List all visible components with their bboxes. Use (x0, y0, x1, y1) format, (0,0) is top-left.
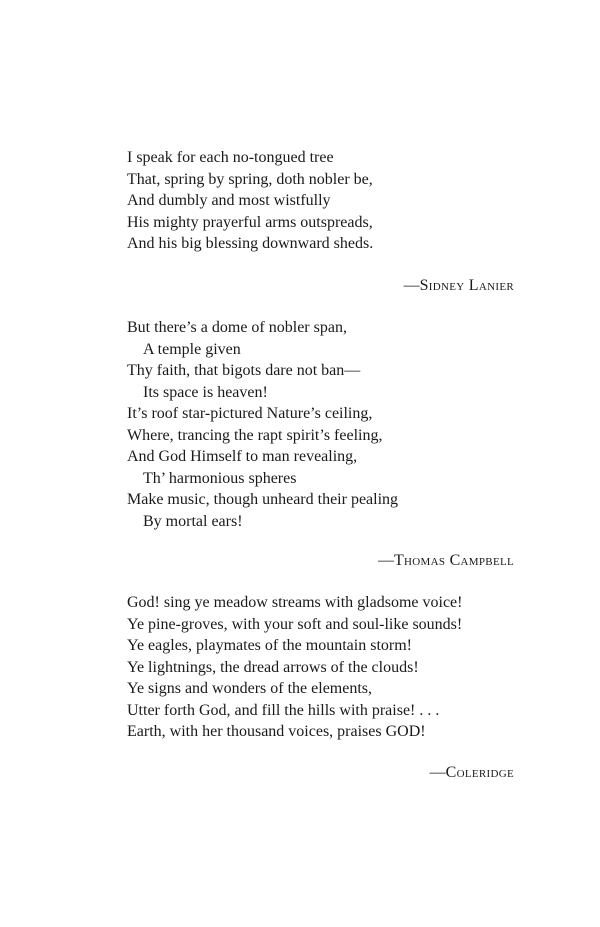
poem-line: And dumbly and most wistfully (127, 192, 331, 209)
poem-stanza (127, 147, 527, 255)
attribution-author: Sidney Lanier (419, 277, 514, 294)
poem-line: His mighty prayerful arms outspreads, (127, 213, 373, 231)
poem-line: It’s roof star-pictured Nature’s ceiling, (127, 405, 373, 422)
poem-line: Ye lightnings, the dread arrows of the clouds! (127, 658, 419, 676)
poem-line-indented: Th’ harmonious spheres (143, 469, 297, 487)
poem-line: Ye pine-groves, with your soft and soul-like sounds! (127, 615, 463, 633)
poem-stanza (127, 592, 527, 743)
poem-line-indented: Its space is heaven! (143, 383, 268, 401)
poem-line: But there’s a dome of nobler span, (127, 319, 347, 336)
attribution-dash: — (377, 552, 394, 569)
poem-attribution (430, 763, 514, 783)
poem-line-indented: A temple given (143, 340, 241, 358)
poem-attribution (404, 276, 514, 296)
poem-line: Where, trancing the rapt spirit’s feeling, (127, 426, 383, 444)
poem-line: God! sing ye meadow streams with gladsome voice! (127, 594, 463, 611)
poem-line: I speak for each no-tongued tree (127, 149, 334, 166)
poem-line: Earth, with her thousand voices, praises GOD! (127, 723, 426, 740)
poem-line: Thy faith, that bigots dare not ban— (127, 362, 361, 379)
poem-line: And God Himself to man revealing, (127, 448, 358, 465)
attribution-dash: — (403, 277, 420, 294)
poem-line: That, spring by spring, doth nobler be, (127, 170, 373, 188)
poem-line: Make music, though unheard their pealing (127, 491, 399, 508)
attribution-author: Coleridge (445, 764, 514, 781)
poem-line: And his big blessing downward sheds. (127, 235, 374, 252)
poem-attribution (378, 551, 514, 571)
attribution-dash: — (429, 764, 446, 781)
attribution-author: Thomas Campbell (393, 552, 514, 569)
poem-line-indented: By mortal ears! (143, 512, 243, 530)
poem-line: Ye signs and wonders of the elements, (127, 680, 373, 697)
poem-line: Utter forth God, and fill the hills with praise! . . . (127, 701, 440, 719)
poem-stanza (127, 317, 527, 532)
poem-line: Ye eagles, playmates of the mountain storm! (127, 637, 412, 654)
